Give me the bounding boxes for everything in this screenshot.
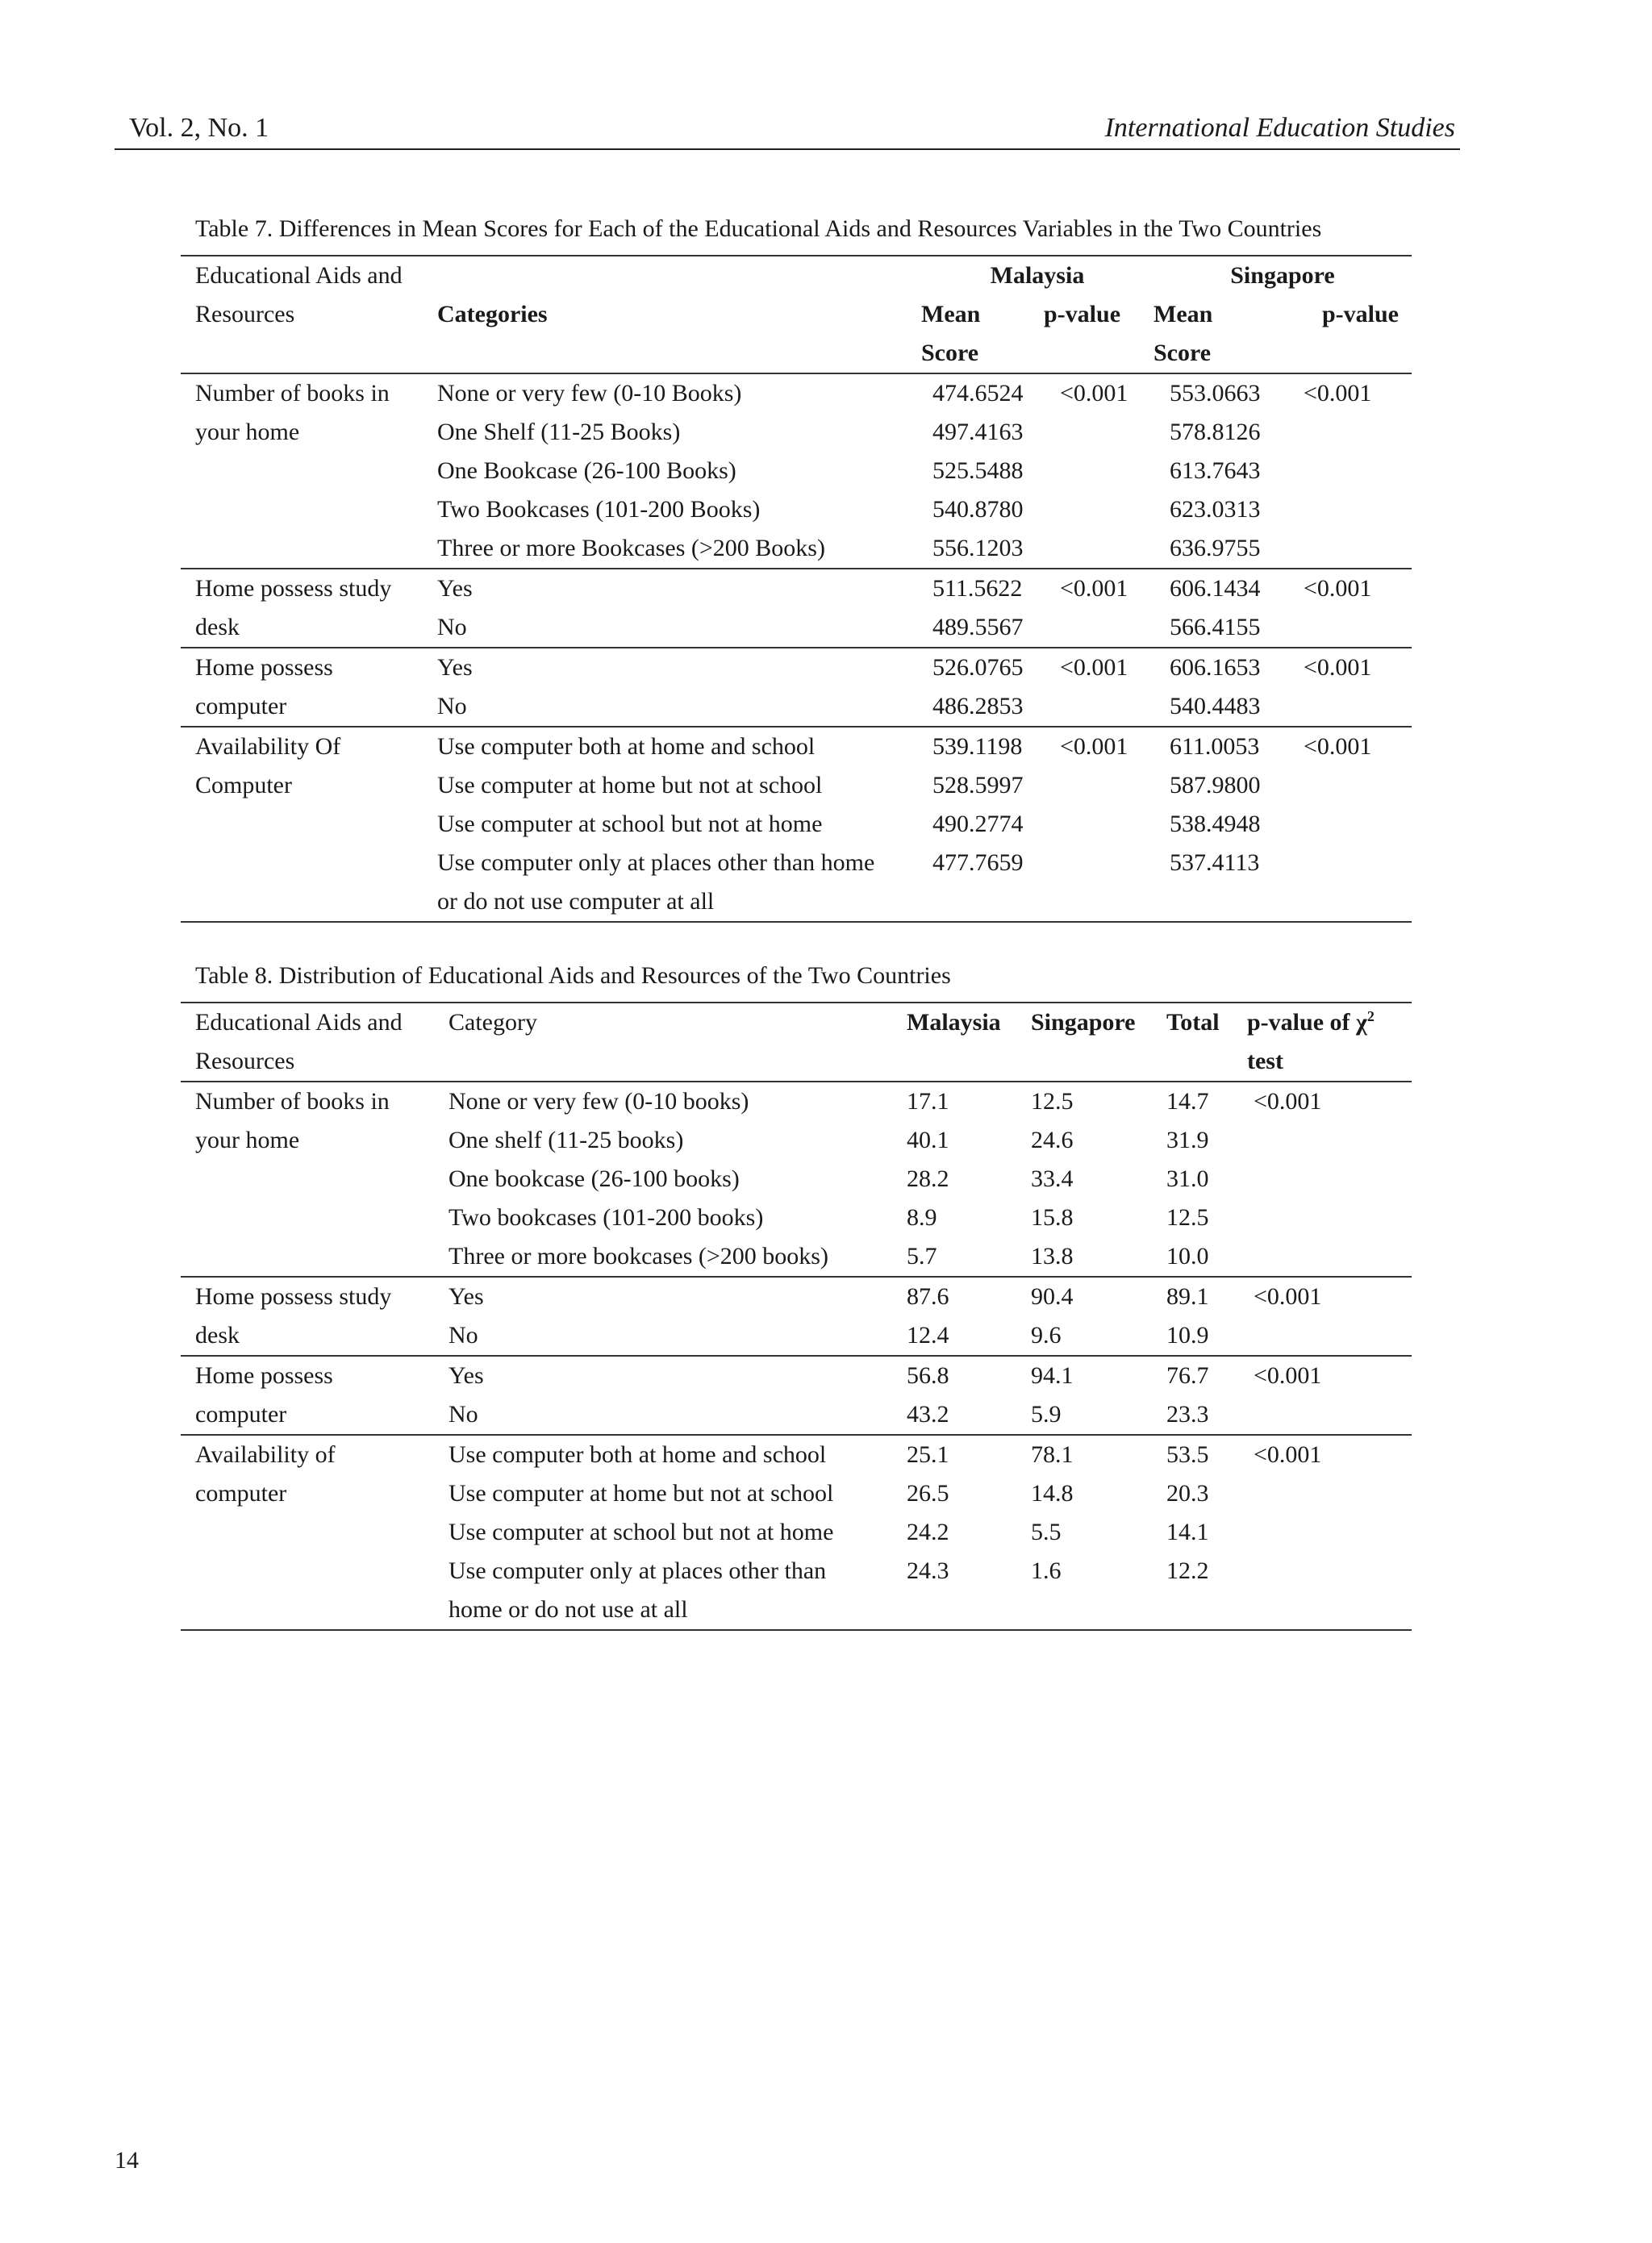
table-cell: Use computer only at places other than home bbox=[437, 849, 875, 876]
table-cell: 25.1 bbox=[907, 1441, 949, 1468]
table-cell: Number of books in bbox=[195, 380, 390, 406]
table-cell: 14.8 bbox=[1031, 1480, 1074, 1507]
table-cell: 474.6524 bbox=[932, 380, 1024, 406]
table-cell: 540.8780 bbox=[932, 496, 1024, 523]
table-cell bbox=[1044, 844, 1153, 882]
table-cell: <0.001 bbox=[1304, 654, 1372, 681]
table-cell bbox=[1044, 608, 1153, 648]
table-cell: 24.6 bbox=[1031, 1127, 1074, 1153]
table-cell: Yes bbox=[437, 654, 473, 681]
table-cell: 12.5 bbox=[1166, 1204, 1209, 1231]
table-cell: 28.2 bbox=[907, 1165, 949, 1192]
table-cell: 14.1 bbox=[1166, 1519, 1209, 1545]
table-cell: computer bbox=[195, 1480, 287, 1507]
table-cell bbox=[1044, 882, 1153, 922]
table-cell: 497.4163 bbox=[932, 419, 1024, 445]
header-variable: Educational Aids and bbox=[195, 1009, 403, 1036]
table-cell: Yes bbox=[448, 1283, 484, 1310]
table-cell: Two Bookcases (101-200 Books) bbox=[437, 496, 761, 523]
table-cell: No bbox=[437, 608, 921, 648]
table-cell: <0.001 bbox=[1060, 654, 1128, 681]
volume-label: Vol. 2, No. 1 bbox=[129, 113, 269, 143]
table-cell: <0.001 bbox=[1254, 1088, 1322, 1115]
table-row bbox=[181, 844, 1412, 882]
table-cell: 10.9 bbox=[1166, 1316, 1247, 1356]
table-row bbox=[181, 766, 1412, 805]
table-cell bbox=[1247, 1199, 1412, 1237]
table-cell: your home bbox=[195, 419, 300, 445]
table-cell: 31.0 bbox=[1166, 1165, 1209, 1192]
table-cell: No bbox=[448, 1395, 907, 1435]
header-pvalue bbox=[1247, 1003, 1412, 1042]
table-cell: desk bbox=[181, 1316, 448, 1356]
table-title: Table 8. Distribution of Educational Aids and Resources of the Two Countries bbox=[195, 962, 951, 989]
table-cell: 5.9 bbox=[1031, 1395, 1166, 1435]
table-cell: 24.3 bbox=[907, 1557, 949, 1584]
table-cell bbox=[1247, 1552, 1412, 1591]
table-cell: 33.4 bbox=[1031, 1165, 1074, 1192]
table-cell bbox=[181, 1237, 448, 1277]
table-cell: 566.4155 bbox=[1153, 608, 1291, 648]
table-cell bbox=[181, 882, 437, 922]
header-pvalue-sup: 2 bbox=[1366, 1008, 1375, 1024]
table-cell: 486.2853 bbox=[921, 687, 1044, 727]
table-row bbox=[181, 452, 1412, 490]
table-7 bbox=[181, 213, 1412, 923]
table-row bbox=[181, 1160, 1412, 1199]
table-cell: None or very few (0-10 books) bbox=[448, 1088, 749, 1115]
table-cell bbox=[181, 844, 437, 882]
table-cell: One Shelf (11-25 Books) bbox=[437, 419, 681, 445]
table-cell: One bookcase (26-100 books) bbox=[448, 1165, 740, 1192]
table-cell: 90.4 bbox=[1031, 1283, 1074, 1310]
header-variable-2: Resources bbox=[195, 1048, 295, 1074]
table-cell bbox=[1291, 490, 1412, 529]
table-row bbox=[181, 1237, 1412, 1277]
table-cell: 490.2774 bbox=[932, 811, 1024, 837]
table-cell bbox=[1291, 452, 1412, 490]
header-pvalue: p-value bbox=[1044, 301, 1121, 327]
table-cell: 528.5997 bbox=[932, 772, 1024, 798]
table-row bbox=[181, 413, 1412, 452]
header-score: Score bbox=[921, 340, 979, 366]
table-cell bbox=[1044, 490, 1153, 529]
table-row bbox=[181, 1277, 1412, 1316]
table-cell: your home bbox=[195, 1127, 300, 1153]
table-cell: 12.5 bbox=[1031, 1088, 1074, 1115]
journal-title: International Education Studies bbox=[1104, 113, 1455, 143]
table-cell: Availability Of bbox=[195, 733, 341, 760]
header-singapore: Singapore bbox=[1031, 1009, 1136, 1036]
header-pvalue-2: test bbox=[1247, 1048, 1283, 1074]
table-cell bbox=[1031, 1591, 1166, 1630]
table-cell: Use computer at home but not at school bbox=[437, 772, 823, 798]
header-category: Category bbox=[448, 1009, 537, 1036]
table-cell: 538.4948 bbox=[1170, 811, 1261, 837]
table-cell: 606.1434 bbox=[1170, 575, 1261, 602]
table-cell: 606.1653 bbox=[1170, 654, 1261, 681]
table-cell: Use computer at school but not at home bbox=[448, 1519, 834, 1545]
table-cell bbox=[1247, 1474, 1412, 1513]
table-cell bbox=[1291, 844, 1412, 882]
table-cell bbox=[1044, 452, 1153, 490]
table-row bbox=[181, 882, 1412, 922]
table-cell bbox=[181, 529, 437, 569]
table-cell bbox=[181, 805, 437, 844]
table-cell: <0.001 bbox=[1304, 380, 1372, 406]
table-cell: Use computer both at home and school bbox=[437, 733, 816, 760]
table-cell: 43.2 bbox=[907, 1395, 1031, 1435]
table-cell: 76.7 bbox=[1166, 1362, 1209, 1389]
table-cell: 477.7659 bbox=[932, 849, 1024, 876]
table-cell bbox=[1291, 766, 1412, 805]
table-cell: Use computer at home but not at school bbox=[448, 1480, 834, 1507]
table-row bbox=[181, 569, 1412, 608]
table-row bbox=[181, 1199, 1412, 1237]
table-cell: computer bbox=[181, 687, 437, 727]
table-row bbox=[181, 687, 1412, 727]
header-malaysia: Malaysia bbox=[907, 1009, 1001, 1036]
table-row bbox=[181, 648, 1412, 687]
table-cell: 87.6 bbox=[907, 1283, 949, 1310]
table-cell: 10.0 bbox=[1166, 1237, 1247, 1277]
table-8 bbox=[181, 960, 1412, 1631]
table-cell bbox=[1044, 766, 1153, 805]
table-cell bbox=[181, 1160, 448, 1199]
table-cell: 23.3 bbox=[1166, 1395, 1247, 1435]
table-cell: 94.1 bbox=[1031, 1362, 1074, 1389]
table-cell: <0.001 bbox=[1060, 380, 1128, 406]
table-cell: 525.5488 bbox=[932, 457, 1024, 484]
table-row bbox=[181, 1591, 1412, 1630]
table-cell: Home possess bbox=[195, 654, 333, 681]
header-mean: Mean bbox=[1153, 301, 1213, 327]
table-row bbox=[181, 373, 1412, 413]
table-cell: <0.001 bbox=[1254, 1441, 1322, 1468]
table-cell: computer bbox=[181, 1395, 448, 1435]
header-singapore: Singapore bbox=[1230, 262, 1335, 289]
table-cell: 15.8 bbox=[1031, 1204, 1074, 1231]
table-cell: <0.001 bbox=[1060, 733, 1128, 760]
header-pvalue: p-value bbox=[1321, 301, 1399, 327]
table-cell: <0.001 bbox=[1060, 575, 1128, 602]
table-cell: 553.0663 bbox=[1170, 380, 1261, 406]
table-cell: <0.001 bbox=[1254, 1283, 1322, 1310]
table-cell bbox=[1247, 1513, 1412, 1552]
table-cell: Home possess bbox=[195, 1362, 333, 1389]
header-total: Total bbox=[1166, 1009, 1220, 1036]
table-cell: 526.0765 bbox=[932, 654, 1024, 681]
table-cell: 539.1198 bbox=[932, 733, 1023, 760]
table-cell: None or very few (0-10 Books) bbox=[437, 380, 742, 406]
table-cell: 89.1 bbox=[1166, 1283, 1209, 1310]
running-header bbox=[115, 113, 1460, 150]
table-cell bbox=[1247, 1316, 1412, 1356]
table-7-grid bbox=[181, 255, 1412, 923]
table-cell bbox=[1247, 1395, 1412, 1435]
table-cell bbox=[1247, 1591, 1412, 1630]
table-cell: Home possess study bbox=[195, 1283, 392, 1310]
table-cell bbox=[1291, 413, 1412, 452]
table-cell: or do not use computer at all bbox=[437, 882, 921, 922]
table-cell: <0.001 bbox=[1304, 575, 1372, 602]
table-cell: <0.001 bbox=[1304, 733, 1372, 760]
table-row bbox=[181, 1474, 1412, 1513]
table-row bbox=[181, 1082, 1412, 1121]
table-cell bbox=[1044, 413, 1153, 452]
table-cell: 489.5567 bbox=[921, 608, 1044, 648]
table-cell bbox=[1044, 805, 1153, 844]
table-cell bbox=[1291, 805, 1412, 844]
table-cell: 9.6 bbox=[1031, 1316, 1166, 1356]
table-cell bbox=[181, 1591, 448, 1630]
table-row bbox=[181, 529, 1412, 569]
table-row bbox=[181, 1316, 1412, 1356]
table-cell: Two bookcases (101-200 books) bbox=[448, 1204, 764, 1231]
table-cell bbox=[181, 1552, 448, 1591]
table-cell: No bbox=[448, 1316, 907, 1356]
table-cell: One Bookcase (26-100 Books) bbox=[437, 457, 736, 484]
header-malaysia: Malaysia bbox=[990, 262, 1085, 289]
table-cell: 53.5 bbox=[1166, 1441, 1209, 1468]
page-number: 14 bbox=[115, 2147, 139, 2174]
table-cell: Use computer both at home and school bbox=[448, 1441, 827, 1468]
table-cell: Home possess study bbox=[195, 575, 392, 602]
table-cell: No bbox=[437, 687, 921, 727]
table-cell: 511.5622 bbox=[932, 575, 1023, 602]
table-cell: 578.8126 bbox=[1170, 419, 1261, 445]
table-cell bbox=[1044, 687, 1153, 727]
table-row bbox=[181, 608, 1412, 648]
table-cell: 636.9755 bbox=[1153, 529, 1291, 569]
table-cell bbox=[921, 882, 1044, 922]
table-cell: 5.7 bbox=[907, 1237, 1031, 1277]
table-cell: 13.8 bbox=[1031, 1237, 1166, 1277]
table-cell: desk bbox=[181, 608, 437, 648]
table-cell bbox=[1247, 1160, 1412, 1199]
table-cell: One shelf (11-25 books) bbox=[448, 1127, 684, 1153]
table-cell bbox=[1044, 529, 1153, 569]
table-cell: Use computer only at places other than bbox=[448, 1557, 827, 1584]
table-row bbox=[181, 1356, 1412, 1395]
table-cell: <0.001 bbox=[1254, 1362, 1322, 1389]
table-cell bbox=[181, 1199, 448, 1237]
header-categories: Categories bbox=[437, 301, 548, 327]
table-cell: 17.1 bbox=[907, 1088, 949, 1115]
table-row bbox=[181, 490, 1412, 529]
table-cell bbox=[1153, 882, 1291, 922]
table-cell bbox=[1247, 1237, 1412, 1277]
table-cell: Computer bbox=[195, 772, 292, 798]
table-row bbox=[181, 1395, 1412, 1435]
table-cell: 556.1203 bbox=[921, 529, 1044, 569]
table-row bbox=[181, 1435, 1412, 1474]
table-cell: 26.5 bbox=[907, 1480, 949, 1507]
table-cell bbox=[1247, 1121, 1412, 1160]
table-title: Table 7. Differences in Mean Scores for Each of the Educational Aids and Resources Variables in the Two Countries bbox=[195, 215, 1322, 242]
header-pvalue-text: p-value of χ bbox=[1247, 1009, 1367, 1036]
table-cell: 12.2 bbox=[1166, 1557, 1209, 1584]
table-cell: 623.0313 bbox=[1170, 496, 1261, 523]
table-cell: 613.7643 bbox=[1170, 457, 1261, 484]
table-row bbox=[181, 727, 1412, 766]
table-cell: 587.9800 bbox=[1170, 772, 1261, 798]
table-cell bbox=[1291, 882, 1412, 922]
table-cell: Yes bbox=[437, 575, 473, 602]
table-cell bbox=[181, 452, 437, 490]
table-cell bbox=[181, 1513, 448, 1552]
table-cell: Yes bbox=[448, 1362, 484, 1389]
table-cell: 5.5 bbox=[1031, 1519, 1062, 1545]
table-cell: 14.7 bbox=[1166, 1088, 1209, 1115]
table-cell: Three or more Bookcases (>200 Books) bbox=[437, 529, 921, 569]
table-cell: 611.0053 bbox=[1170, 733, 1260, 760]
table-cell: 78.1 bbox=[1031, 1441, 1074, 1468]
header-mean: Mean bbox=[921, 301, 981, 327]
table-cell: Number of books in bbox=[195, 1088, 390, 1115]
table-row bbox=[181, 1121, 1412, 1160]
table-cell: 31.9 bbox=[1166, 1127, 1209, 1153]
table-cell bbox=[181, 490, 437, 529]
table-8-grid bbox=[181, 1002, 1412, 1631]
table-cell: 8.9 bbox=[907, 1204, 937, 1231]
table-cell bbox=[1291, 687, 1412, 727]
table-cell bbox=[1291, 529, 1412, 569]
table-cell: 537.4113 bbox=[1170, 849, 1260, 876]
table-cell bbox=[907, 1591, 1031, 1630]
table-cell: Availability of bbox=[195, 1441, 336, 1468]
table-row bbox=[181, 805, 1412, 844]
table-cell: 540.4483 bbox=[1153, 687, 1291, 727]
header-variable-2: Resources bbox=[195, 301, 295, 327]
table-cell: 12.4 bbox=[907, 1316, 1031, 1356]
table-row bbox=[181, 1513, 1412, 1552]
header-score: Score bbox=[1153, 340, 1212, 366]
table-cell bbox=[1166, 1591, 1247, 1630]
table-cell: 1.6 bbox=[1031, 1557, 1062, 1584]
table-row bbox=[181, 1552, 1412, 1591]
header-variable: Educational Aids and bbox=[195, 262, 403, 289]
table-cell: Three or more bookcases (>200 books) bbox=[448, 1237, 907, 1277]
table-cell: 24.2 bbox=[907, 1519, 949, 1545]
table-cell: home or do not use at all bbox=[448, 1591, 907, 1630]
table-cell: Use computer at school but not at home bbox=[437, 811, 823, 837]
table-cell: 20.3 bbox=[1166, 1480, 1209, 1507]
table-cell: 56.8 bbox=[907, 1362, 949, 1389]
table-cell bbox=[1291, 608, 1412, 648]
table-cell: 40.1 bbox=[907, 1127, 949, 1153]
